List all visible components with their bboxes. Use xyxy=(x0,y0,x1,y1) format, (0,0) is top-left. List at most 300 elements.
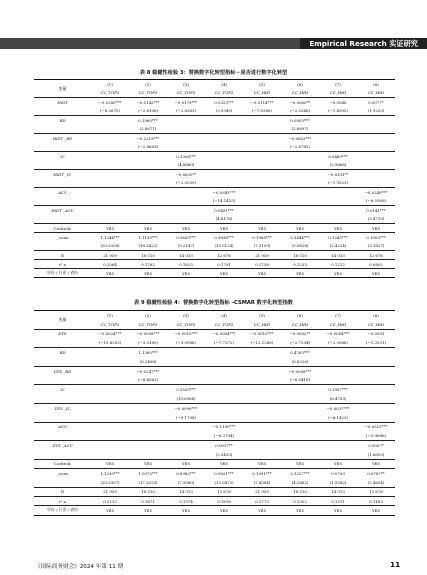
summary-cell: 14 013 xyxy=(167,251,205,260)
table-cell xyxy=(167,206,205,215)
table-cell xyxy=(91,161,129,170)
table-cell xyxy=(129,188,167,197)
table-row xyxy=(34,152,395,161)
table-cell xyxy=(357,403,395,412)
summary-cell: 12 676 xyxy=(205,487,243,496)
table-cell: 0.1997*** xyxy=(319,385,357,394)
table-cell: 0.0007* xyxy=(357,441,395,450)
table-cell: −0.0315*** xyxy=(357,422,395,431)
table-cell xyxy=(243,385,281,394)
column-variable: CC_TOP5 xyxy=(167,89,205,98)
table-cell xyxy=(91,116,129,125)
column-variable: CC_HHI xyxy=(243,320,281,329)
table-cell xyxy=(281,197,319,206)
table-cell xyxy=(91,179,129,188)
table-row xyxy=(34,348,395,357)
table-cell xyxy=(281,422,319,431)
table-cell: (−8.4062) xyxy=(138,377,158,383)
table-cell xyxy=(281,179,319,188)
summary-label xyxy=(34,478,91,487)
table-cell xyxy=(243,348,281,357)
table-8-title: 表 8 稳健性检验 3：替换数字化转型指标－是否进行数字化转型 xyxy=(139,70,288,76)
table-cell: 0.0489*** xyxy=(319,152,357,161)
table-cell xyxy=(281,394,319,403)
table-cell: (−2.8669) xyxy=(138,144,158,150)
table-cell: (−8.5589) xyxy=(366,198,386,204)
table-cell xyxy=(243,116,281,125)
summary-cell: YES xyxy=(129,224,167,233)
summary-cell: 1.0073*** xyxy=(129,469,167,478)
table-cell xyxy=(243,125,281,134)
summary-cell: YES xyxy=(243,269,281,278)
table-row xyxy=(34,188,395,197)
table-cell xyxy=(281,450,319,459)
table-row xyxy=(34,116,395,125)
table-cell xyxy=(357,179,395,188)
row-label xyxy=(34,197,91,206)
table-cell xyxy=(357,385,395,394)
table-cell xyxy=(281,152,319,161)
row-label xyxy=(34,450,91,459)
table-cell: (−7.7372) xyxy=(214,340,234,346)
table-row xyxy=(34,450,395,459)
row-label: RD xyxy=(34,348,91,357)
summary-cell: 21 959 xyxy=(91,251,129,260)
table-cell xyxy=(167,376,205,385)
table-cell: −0.1199*** xyxy=(205,422,243,431)
table-cell xyxy=(129,403,167,412)
table-cell: 0.0323*** xyxy=(214,99,234,105)
table-cell xyxy=(129,450,167,459)
table-8 xyxy=(34,79,395,278)
table-cell xyxy=(167,357,205,366)
page-number: 11 xyxy=(390,560,401,569)
table-cell: −0.0280*** xyxy=(98,99,122,105)
summary-cell: (7.9980) xyxy=(177,479,195,485)
summary-cell: 0.1773 xyxy=(243,496,281,505)
table-cell xyxy=(357,134,395,143)
table-cell xyxy=(243,403,281,412)
table-cell: (−12.1286) xyxy=(250,340,274,346)
table-cell: (−13.8203) xyxy=(98,340,122,346)
column-variable: CC_TOP5 xyxy=(91,320,129,329)
summary-label: Controls xyxy=(34,224,91,233)
summary-cell: 0.9936*** xyxy=(205,233,243,242)
table-cell xyxy=(281,170,319,179)
var-header: 变量 xyxy=(34,311,91,330)
summary-cell: (13.0473) xyxy=(214,479,234,485)
table-cell xyxy=(319,348,357,357)
table-cell: (2.9868) xyxy=(329,162,347,168)
table-row xyxy=(34,179,395,188)
column-variable: CC_TOP5 xyxy=(129,320,167,329)
summary-cell: YES xyxy=(243,224,281,233)
summary-cell: 0.2064 xyxy=(91,260,129,269)
table-cell xyxy=(167,366,205,375)
table-cell xyxy=(129,161,167,170)
table-cell: (−7.5368) xyxy=(252,108,272,114)
column-number: (3) xyxy=(167,311,205,320)
table-row xyxy=(34,125,395,134)
table-row xyxy=(34,357,395,366)
table-cell: 0.4763*** xyxy=(281,348,319,357)
table-cell xyxy=(319,450,357,459)
table-cell: −0.0002** xyxy=(289,331,311,337)
table-cell xyxy=(205,179,243,188)
table-cell xyxy=(167,431,205,440)
summary-cell: YES xyxy=(357,224,395,233)
table-cell xyxy=(319,143,357,152)
summary-cell: 0.1871 xyxy=(129,496,167,505)
table-cell xyxy=(129,385,167,394)
summary-cell: 0.1991*** xyxy=(243,469,281,478)
table-cell xyxy=(357,116,395,125)
summary-cell: (5.0828) xyxy=(291,243,309,249)
summary-label: N xyxy=(34,487,91,496)
summary-cell: 18 510 xyxy=(129,251,167,260)
table-cell xyxy=(205,403,243,412)
table-cell xyxy=(243,394,281,403)
table-cell: −0.0037*** xyxy=(319,403,357,412)
table-cell: −0.0008*** xyxy=(136,331,160,337)
table-cell: (−6.9416) xyxy=(290,377,310,383)
table-cell xyxy=(357,348,395,357)
table-cell: (1.9253) xyxy=(367,108,385,114)
summary-cell: (9.2147) xyxy=(177,243,195,249)
table-row xyxy=(34,107,395,116)
table-cell: 0.0077* xyxy=(368,99,384,105)
summary-cell: YES xyxy=(129,459,167,468)
table-cell xyxy=(319,376,357,385)
page-footer xyxy=(0,560,427,572)
summary-cell: YES xyxy=(357,459,395,468)
table-cell xyxy=(319,215,357,224)
table-cell xyxy=(205,366,243,375)
summary-cell: 18 510 xyxy=(129,487,167,496)
table-cell: (−2.3966) xyxy=(328,340,348,346)
summary-cell: (7.3159) xyxy=(253,243,271,249)
row-label: DTS _RD xyxy=(34,366,91,375)
summary-label: _cons xyxy=(34,233,91,242)
summary-row xyxy=(34,260,395,269)
column-number: (2) xyxy=(129,80,167,89)
table-cell: −0.0010*** xyxy=(174,331,198,337)
table-cell xyxy=(91,170,129,179)
table-cell: (2.8671) xyxy=(139,126,157,132)
table-cell xyxy=(205,394,243,403)
column-variable: CC_HHI xyxy=(319,320,357,329)
table-cell xyxy=(129,215,167,224)
table-cell: (−3.3180) xyxy=(138,340,158,346)
summary-cell: 14 013 xyxy=(319,487,357,496)
table-cell xyxy=(357,357,395,366)
table-cell: 0.0491*** xyxy=(205,206,243,215)
summary-cell: 0.0892 xyxy=(357,260,395,269)
table-cell xyxy=(205,348,243,357)
table-cell: 0.5539*** xyxy=(167,385,205,394)
table-cell xyxy=(91,215,129,224)
summary-cell: YES xyxy=(281,269,319,278)
table-cell: (−6.3794) xyxy=(214,433,234,439)
summary-cell: (20.5337) xyxy=(100,479,120,485)
table-cell xyxy=(319,116,357,125)
table-cell: (6.4753) xyxy=(329,396,347,402)
table-cell: −0.0001 xyxy=(367,331,385,337)
table-cell xyxy=(167,422,205,431)
table-row xyxy=(34,394,395,403)
table-cell xyxy=(91,188,129,197)
table-cell xyxy=(205,413,243,422)
column-variable: CC_HHI xyxy=(281,89,319,98)
summary-cell: 21 959 xyxy=(243,487,281,496)
table-cell xyxy=(167,134,205,143)
table-cell xyxy=(91,143,129,152)
summary-cell: YES xyxy=(319,506,357,515)
table-cell xyxy=(243,422,281,431)
table-cell xyxy=(319,125,357,134)
table-cell xyxy=(91,441,129,450)
section-tag: Empirical Research 实证研究 xyxy=(300,38,427,49)
table-cell: (−2.5346) xyxy=(290,108,310,114)
row-label xyxy=(34,161,91,170)
table-row xyxy=(34,206,395,215)
summary-cell: YES xyxy=(281,506,319,515)
summary-cell: 0.1185 xyxy=(357,496,395,505)
column-variable: CC_HHI xyxy=(357,89,395,98)
summary-cell: YES xyxy=(319,459,357,468)
table-cell xyxy=(243,170,281,179)
table-cell xyxy=(167,348,205,357)
table-cell: 0.1306*** xyxy=(167,152,205,161)
table-cell: −0.0098*** xyxy=(281,366,319,375)
table-cell: −0.0004*** xyxy=(212,331,236,337)
table-cell xyxy=(167,116,205,125)
table-cell xyxy=(167,125,205,134)
table-cell: −0.0142*** xyxy=(136,99,160,105)
summary-cell: 14 013 xyxy=(167,487,205,496)
summary-cell: 0.1444*** xyxy=(281,233,319,242)
table-cell: (−3.0986) xyxy=(176,340,196,346)
table-cell xyxy=(91,357,129,366)
table-cell xyxy=(243,134,281,143)
table-cell xyxy=(129,206,167,215)
table-cell xyxy=(167,197,205,206)
summary-cell: 0.1233 xyxy=(281,260,319,269)
table-cell xyxy=(319,188,357,197)
table-cell xyxy=(91,403,129,412)
summary-cell: YES xyxy=(205,459,243,468)
table-cell: (−1.4995) xyxy=(328,108,348,114)
row-label xyxy=(34,413,91,422)
summary-cell: (7.4384) xyxy=(253,479,271,485)
row-label: IC xyxy=(34,152,91,161)
table-cell xyxy=(319,134,357,143)
row-label: HiDT _ACV xyxy=(34,206,91,215)
column-number: (4) xyxy=(205,80,243,89)
table-cell xyxy=(91,125,129,134)
table-cell xyxy=(319,366,357,375)
table-cell xyxy=(281,206,319,215)
table-row xyxy=(34,338,395,347)
table-row xyxy=(34,441,395,450)
table-cell xyxy=(357,161,395,170)
table-cell xyxy=(91,206,129,215)
table-cell xyxy=(129,197,167,206)
table-cell: (4.8176) xyxy=(215,216,233,222)
summary-cell: (2.4604) xyxy=(367,479,385,485)
table-cell: (1.6693) xyxy=(367,451,385,457)
summary-cell: (2.4214) xyxy=(329,243,347,249)
summary-cell: YES xyxy=(129,269,167,278)
summary-cell: (17.3529) xyxy=(138,479,158,485)
column-number: (1) xyxy=(91,311,129,320)
summary-cell: 0.8382*** xyxy=(167,469,205,478)
table-cell: (3.0949) xyxy=(215,108,233,114)
table-cell: (−6.1422) xyxy=(328,414,348,420)
row-label: DTS _ACV xyxy=(34,441,91,450)
summary-cell: YES xyxy=(205,506,243,515)
row-label: DTS xyxy=(58,331,67,337)
table-cell xyxy=(91,394,129,403)
table-cell xyxy=(357,413,395,422)
summary-cell: 0.1245*** xyxy=(319,233,357,242)
summary-cell: YES xyxy=(357,269,395,278)
summary-cell: 18 510 xyxy=(281,251,319,260)
summary-cell: YES xyxy=(357,506,395,515)
table-cell: −0.2219*** xyxy=(129,134,167,143)
table-cell xyxy=(243,152,281,161)
table-cell xyxy=(243,188,281,197)
table-cell xyxy=(281,441,319,450)
table-cell: (−2.7294) xyxy=(290,340,310,346)
row-label: HiDT _IC xyxy=(34,170,91,179)
table-cell xyxy=(243,161,281,170)
table-cell: 0.0141*** xyxy=(357,206,395,215)
table-cell xyxy=(243,206,281,215)
table-cell: (2.5433) xyxy=(215,451,233,457)
table-cell xyxy=(243,431,281,440)
summary-cell: 0.9621*** xyxy=(205,469,243,478)
summary-row xyxy=(34,269,395,278)
table-cell xyxy=(91,348,129,357)
table-cell: −0.0247*** xyxy=(129,366,167,375)
table-cell xyxy=(243,197,281,206)
table-cell: 0.0953*** xyxy=(281,116,319,125)
table-cell: (6.8226) xyxy=(291,358,309,364)
table-row xyxy=(34,422,395,431)
summary-cell: 0.1003*** xyxy=(357,233,395,242)
table-cell xyxy=(167,450,205,459)
journal-name: 《国际商务财会》2024 年第 11 期 xyxy=(35,564,124,570)
summary-cell: 0.1311 xyxy=(319,496,357,505)
table-cell xyxy=(129,179,167,188)
table-cell xyxy=(129,441,167,450)
row-label xyxy=(34,107,91,116)
table-cell: (−3.9686) xyxy=(366,433,386,439)
row-label: ACV xyxy=(34,188,91,197)
table-cell: (−1.9323) xyxy=(328,180,348,186)
summary-cell: YES xyxy=(129,506,167,515)
row-label xyxy=(34,179,91,188)
table-cell xyxy=(319,357,357,366)
row-label: IC xyxy=(34,385,91,394)
table-cell xyxy=(357,143,395,152)
header-row-numbers xyxy=(34,311,395,320)
summary-cell: 0.1227*** xyxy=(281,469,319,478)
table-cell: −0.0060** xyxy=(289,99,311,105)
table-cell xyxy=(243,441,281,450)
summary-cell: YES xyxy=(167,224,205,233)
table-row xyxy=(34,215,395,224)
summary-cell: YES xyxy=(243,506,281,515)
summary-cell: 0.1825 xyxy=(167,260,205,269)
row-label: RD xyxy=(34,116,91,125)
table-cell xyxy=(281,403,319,412)
table-row xyxy=(34,98,395,107)
summary-cell: 12 676 xyxy=(205,251,243,260)
summary-label: Controls xyxy=(34,459,91,468)
table-cell xyxy=(91,376,129,385)
summary-cell: YES xyxy=(91,506,129,515)
summary-cell: 0.1968*** xyxy=(243,233,281,242)
table-cell: (4.8880) xyxy=(177,162,195,168)
table-cell xyxy=(243,376,281,385)
table-cell xyxy=(91,450,129,459)
table-cell xyxy=(205,161,243,170)
summary-cell: YES xyxy=(91,459,129,468)
summary-row xyxy=(34,478,395,487)
table-cell xyxy=(281,431,319,440)
summary-label xyxy=(34,242,91,251)
table-cell: −0.0004*** xyxy=(326,331,350,337)
table-cell: (−8.2670) xyxy=(100,108,120,114)
table-cell: −0.0024*** xyxy=(98,331,122,337)
table-cell: (−2.8785) xyxy=(290,144,310,150)
summary-cell: 0.0793 xyxy=(319,469,357,478)
summary-cell: 21 959 xyxy=(243,251,281,260)
table-cell: −0.0635** xyxy=(167,170,205,179)
table-cell xyxy=(205,125,243,134)
column-variable: CC_TOP5 xyxy=(129,89,167,98)
table-cell: (2.8897) xyxy=(291,126,309,132)
summary-cell: 0.1302 xyxy=(281,496,319,505)
column-variable: CC_TOP5 xyxy=(91,89,129,98)
table-cell xyxy=(91,366,129,375)
summary-row xyxy=(34,233,395,242)
table-cell xyxy=(205,134,243,143)
row-label: ACV xyxy=(34,422,91,431)
table-cell xyxy=(129,394,167,403)
table-cell: −0.0945*** xyxy=(205,188,243,197)
table-cell xyxy=(319,431,357,440)
table-cell xyxy=(319,422,357,431)
row-label xyxy=(34,394,91,403)
var-header: 变量 xyxy=(34,80,91,98)
summary-cell: 12 676 xyxy=(357,251,395,260)
table-cell xyxy=(319,197,357,206)
column-number: (1) xyxy=(91,80,129,89)
summary-cell: 1.1299*** xyxy=(91,469,129,478)
column-variable: CC_TOP5 xyxy=(205,320,243,329)
table-row xyxy=(34,376,395,385)
summary-cell: 14 013 xyxy=(319,251,357,260)
row-label xyxy=(34,215,91,224)
table-cell xyxy=(357,394,395,403)
summary-row xyxy=(34,242,395,251)
summary-cell: 18 510 xyxy=(281,487,319,496)
table-cell xyxy=(281,188,319,197)
column-number: (8) xyxy=(357,80,395,89)
